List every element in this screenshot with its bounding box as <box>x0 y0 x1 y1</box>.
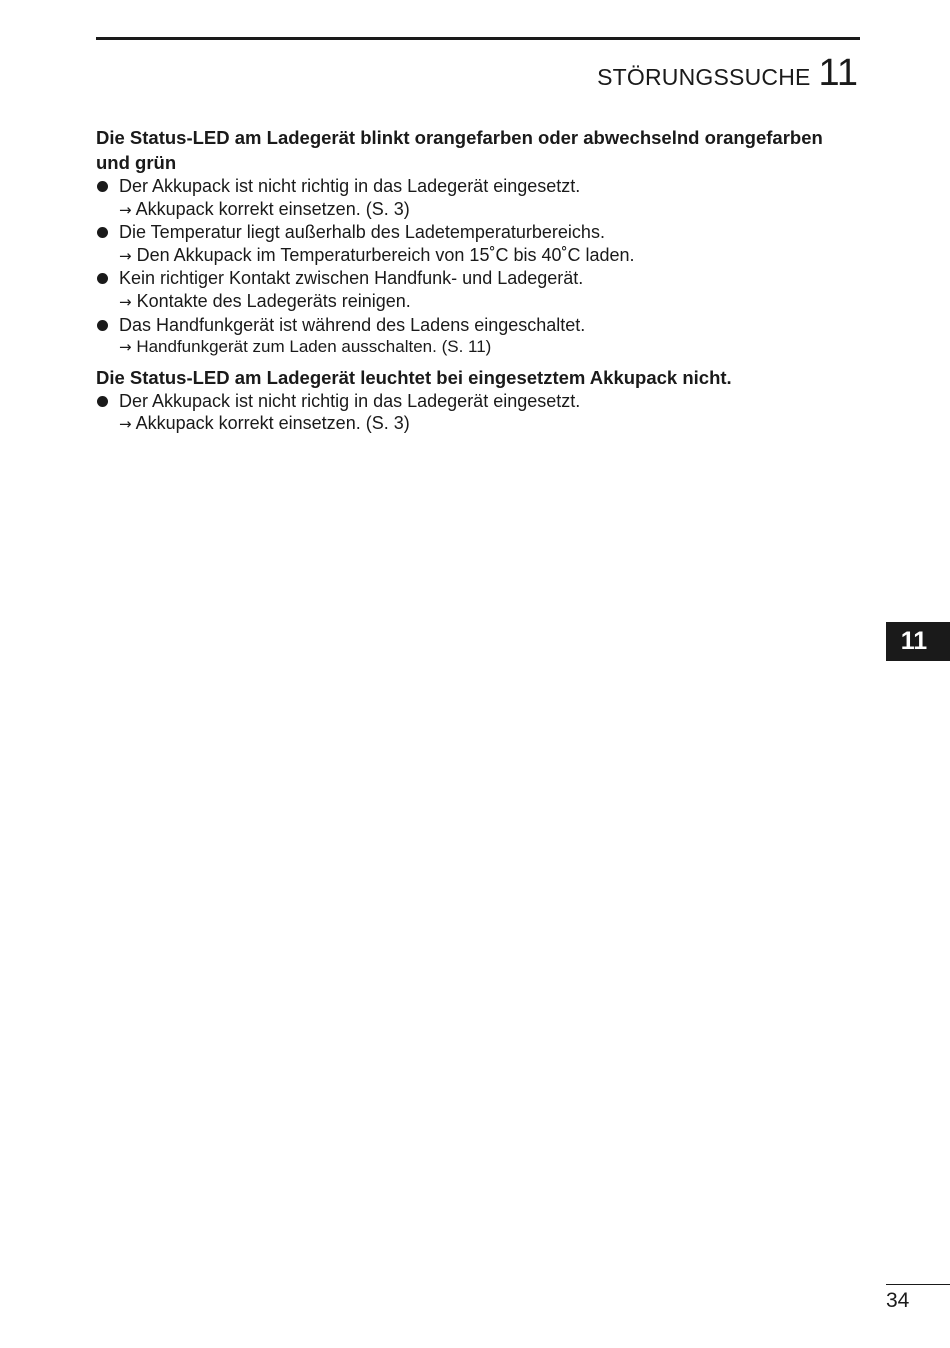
remedy-line <box>119 412 856 436</box>
arrow-right-icon: → <box>119 200 132 219</box>
section-led-off <box>96 365 856 436</box>
list-item <box>96 314 856 359</box>
footer-rule <box>886 1284 950 1285</box>
arrow-right-icon: → <box>119 415 132 434</box>
item-list <box>96 175 856 359</box>
cause-text: Das Handfunkgerät ist während des Ladens eingeschaltet. <box>119 314 586 335</box>
section-heading: Die Status-LED am Ladegerät blinkt orangefarben oder abwechselnd orangefarben und grün <box>96 127 823 173</box>
bullet-icon <box>97 227 108 238</box>
list-item <box>96 221 856 267</box>
section-blinking-led <box>96 125 856 359</box>
chapter-number: 11 <box>818 52 858 94</box>
remedy-text: Kontakte des Ladegeräts reinigen. <box>136 290 411 311</box>
remedy-line <box>119 290 856 314</box>
arrow-right-icon: → <box>119 246 132 265</box>
remedy-text: Akkupack korrekt einsetzen. (S. 3) <box>135 413 410 434</box>
cause-text: Kein richtiger Kontakt zwischen Handfunk- und Ladegerät. <box>119 268 584 289</box>
section-heading: Die Status-LED am Ladegerät leuchtet bei eingesetztem Akkupack nicht. <box>96 366 732 388</box>
list-item <box>96 390 856 436</box>
remedy-text: Den Akkupack im Temperaturbereich von 15˚C bis 40˚C laden. <box>136 244 635 265</box>
item-list <box>96 390 856 436</box>
bullet-icon <box>97 396 108 407</box>
cause-text: Der Akkupack ist nicht richtig in das Ladegerät eingesetzt. <box>119 390 581 411</box>
arrow-right-icon: → <box>119 292 132 311</box>
arrow-right-icon: → <box>119 338 132 357</box>
remedy-text: Handfunkgerät zum Laden ausschalten. (S. 11) <box>136 337 492 357</box>
remedy-text: Akkupack korrekt einsetzen. (S. 3) <box>135 198 410 219</box>
cause-text: Der Akkupack ist nicht richtig in das Ladegerät eingesetzt. <box>119 176 581 196</box>
list-item <box>96 267 856 313</box>
remedy-line <box>119 244 856 268</box>
top-rule <box>96 37 860 40</box>
troubleshooting-content <box>96 125 856 436</box>
list-item <box>96 175 856 221</box>
chapter-header <box>597 52 858 95</box>
remedy-line <box>119 336 856 359</box>
chapter-side-tab: 11 <box>886 622 950 661</box>
cause-text: Die Temperatur liegt außerhalb des Ladetemperaturbereichs. <box>119 222 605 243</box>
remedy-line <box>119 198 856 222</box>
bullet-icon <box>97 181 108 192</box>
chapter-title: STÖRUNGSSUCHE <box>597 64 811 90</box>
bullet-icon <box>97 273 108 284</box>
bullet-icon <box>97 320 108 331</box>
page-number: 34 <box>886 1289 910 1312</box>
